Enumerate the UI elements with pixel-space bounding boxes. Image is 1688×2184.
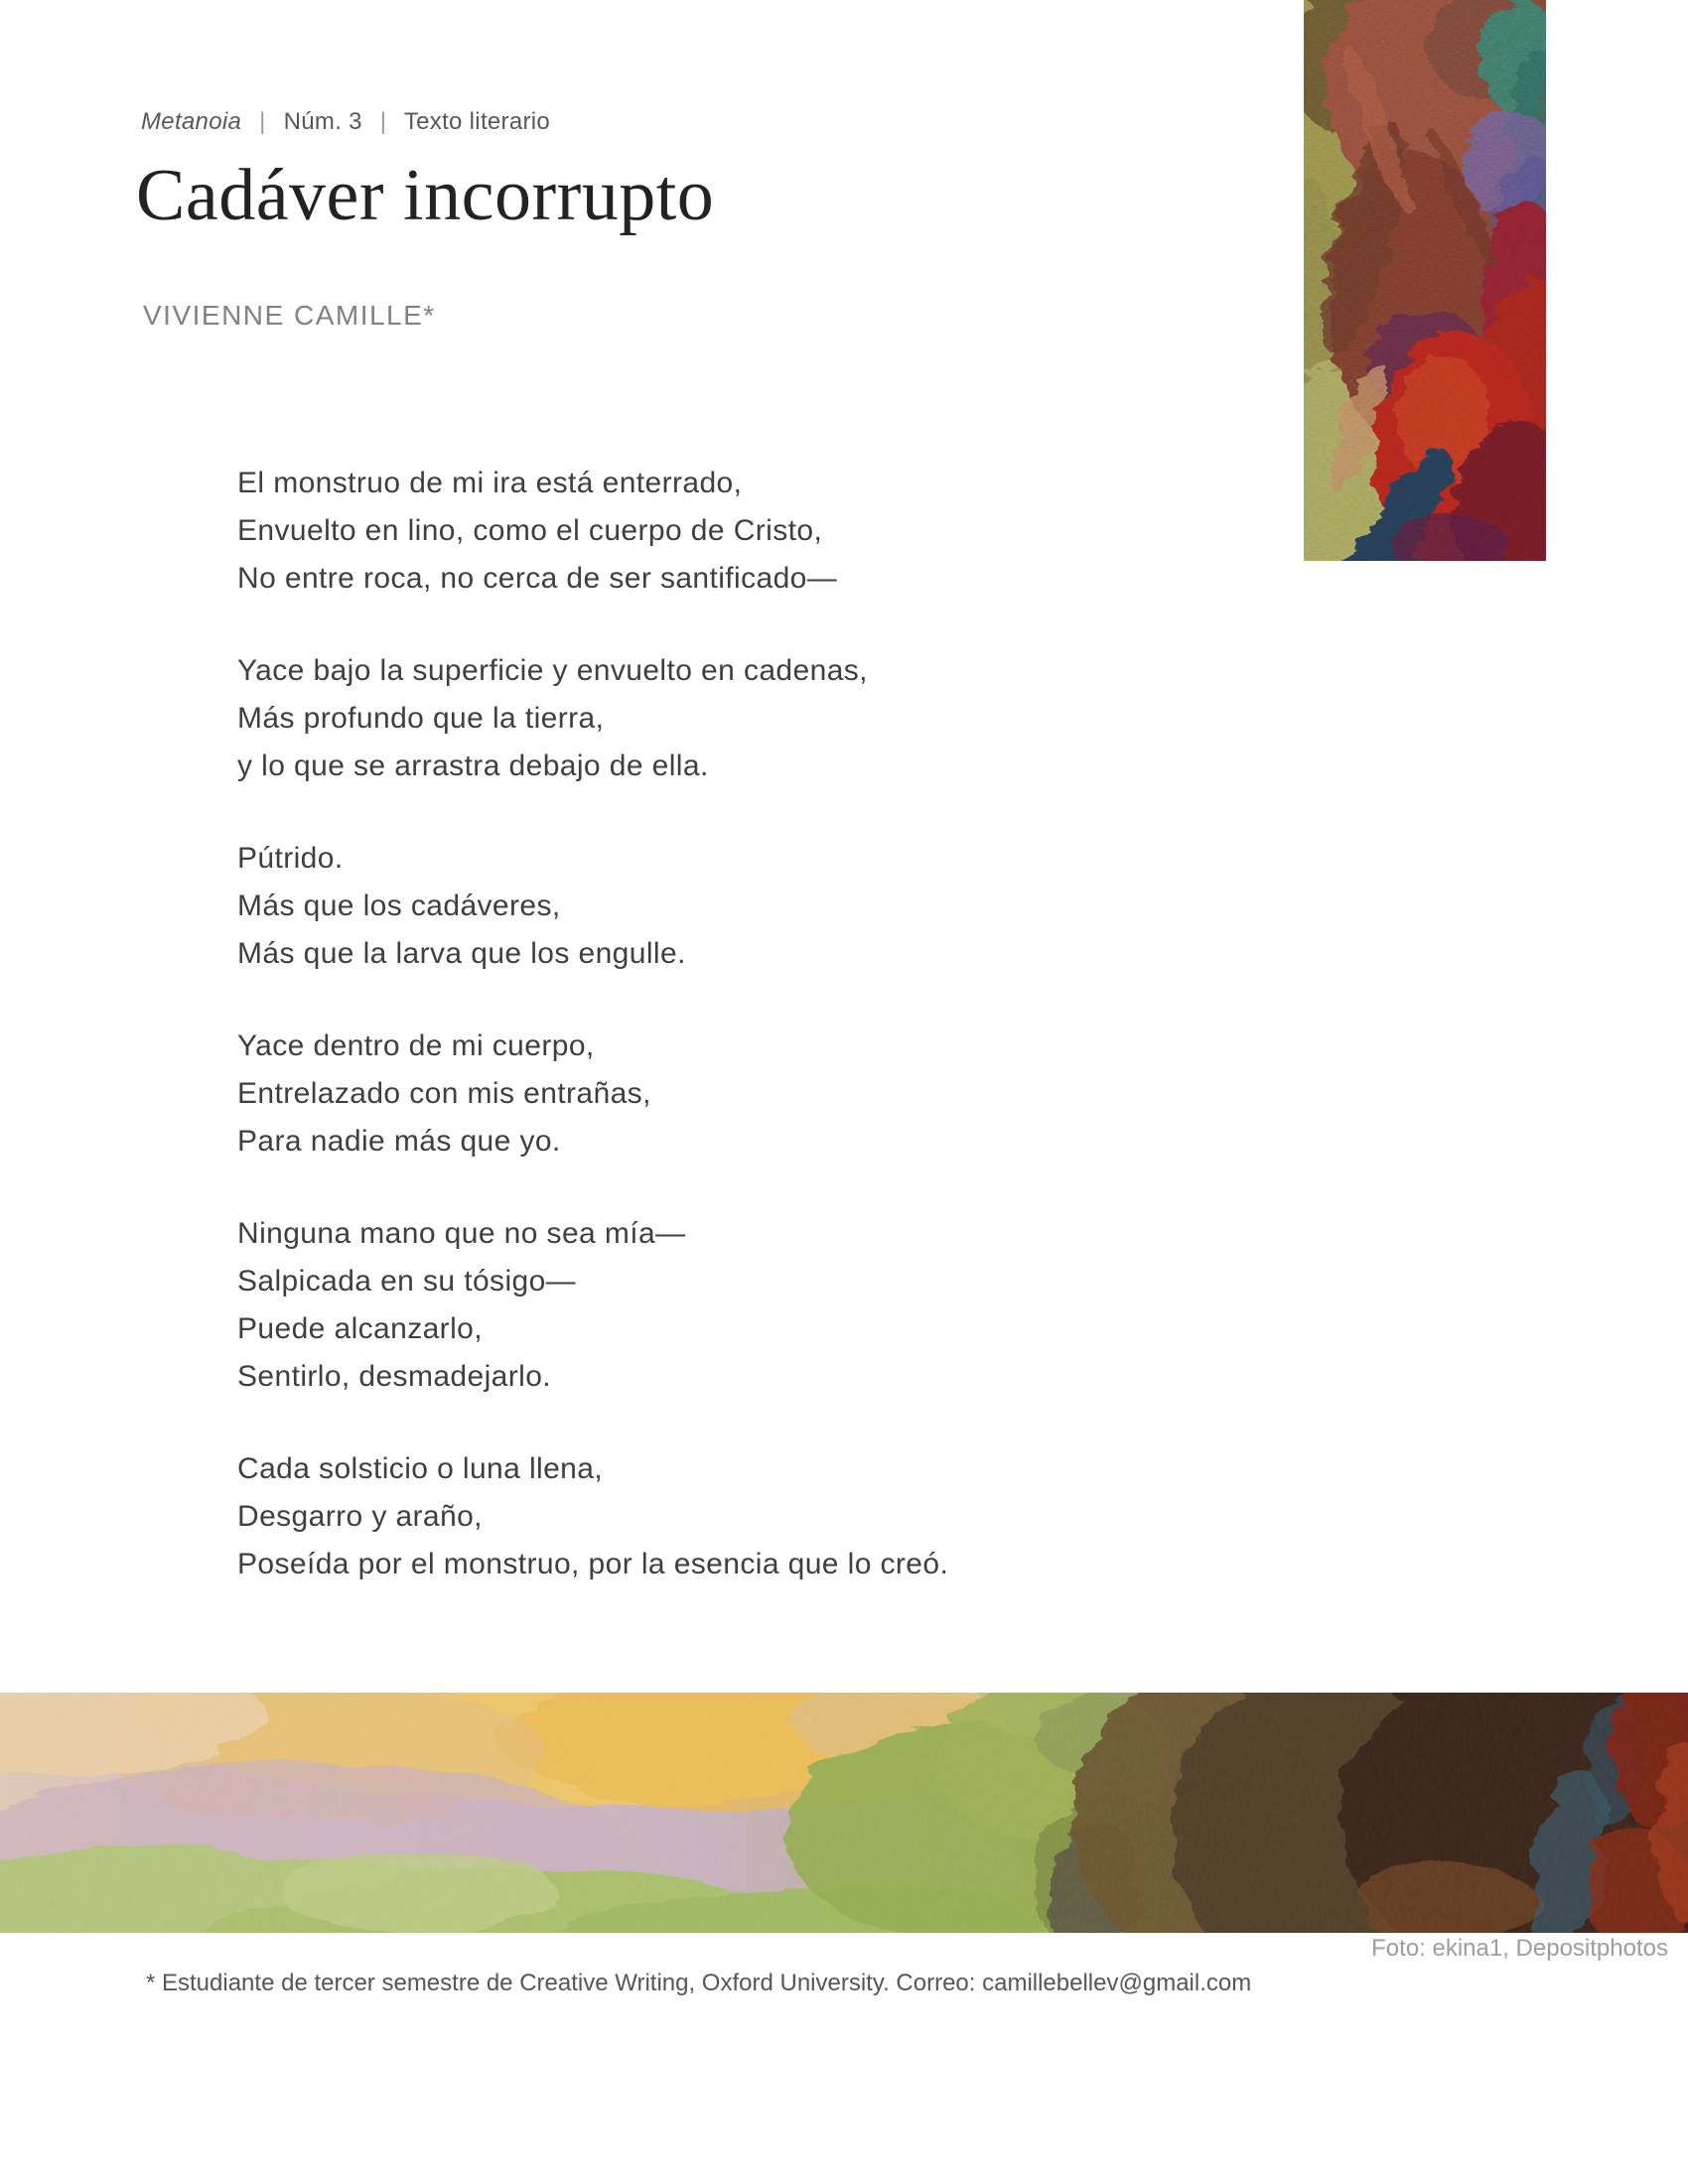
author-name: VIVIENNE CAMILLE* xyxy=(143,300,436,331)
poem-stanza xyxy=(237,1210,948,1401)
author-footnote: * Estudiante de tercer semestre de Creative Writing, Oxford University. Correo: camillebellev@gmail.com xyxy=(146,1970,1252,1996)
poem-line: Ninguna mano que no sea mía— xyxy=(237,1217,686,1250)
poem-line: Más profundo que la tierra, xyxy=(237,702,605,735)
poem-line: Más que la larva que los engulle. xyxy=(237,937,686,970)
side-artwork-image xyxy=(1304,0,1546,561)
poem-line: Poseída por el monstruo, por la esencia que lo creó. xyxy=(237,1548,949,1580)
photo-credit: Foto: ekina1, Depositphotos xyxy=(1371,1935,1668,1962)
poem-line: Más que los cadáveres, xyxy=(237,889,561,922)
kicker-separator: | xyxy=(259,108,266,135)
journal-name: Metanoia xyxy=(141,108,242,135)
header-kicker xyxy=(141,108,550,136)
kicker-separator: | xyxy=(379,108,387,135)
poem-stanza xyxy=(237,835,948,978)
bottom-artwork-image xyxy=(0,1693,1688,1933)
poem-line: Entrelazado con mis entrañas, xyxy=(237,1077,651,1110)
poem-stanza xyxy=(237,460,948,603)
poem-line: Salpicada en su tósigo— xyxy=(237,1265,577,1297)
poem-line: Pútrido. xyxy=(237,842,344,875)
side-artwork-canvas xyxy=(1304,0,1546,561)
poem-line: Yace bajo la superficie y envuelto en cadenas, xyxy=(237,654,868,687)
poem-line: Envuelto en lino, como el cuerpo de Cristo, xyxy=(237,514,823,547)
poem xyxy=(237,460,948,1633)
section-label: Texto literario xyxy=(403,108,551,135)
poem-line: Desgarro y araño, xyxy=(237,1500,483,1533)
poem-line: Puede alcanzarlo, xyxy=(237,1312,483,1345)
poem-line: Para nadie más que yo. xyxy=(237,1125,561,1158)
issue-number: Núm. 3 xyxy=(283,108,362,135)
poem-stanza xyxy=(237,1445,948,1588)
bottom-artwork-canvas xyxy=(0,1693,1688,1933)
poem-line: Sentirlo, desmadejarlo. xyxy=(237,1360,552,1393)
poem-stanza xyxy=(237,647,948,790)
poem-line: Cada solsticio o luna llena, xyxy=(237,1452,604,1485)
poem-line: Yace dentro de mi cuerpo, xyxy=(237,1029,595,1062)
poem-line: No entre roca, no cerca de ser santificado— xyxy=(237,562,838,595)
poem-line: El monstruo de mi ira está enterrado, xyxy=(237,467,743,499)
poem-stanza xyxy=(237,1023,948,1165)
poem-line: y lo que se arrastra debajo de ella. xyxy=(237,750,709,782)
page-title: Cadáver incorrupto xyxy=(136,155,715,236)
